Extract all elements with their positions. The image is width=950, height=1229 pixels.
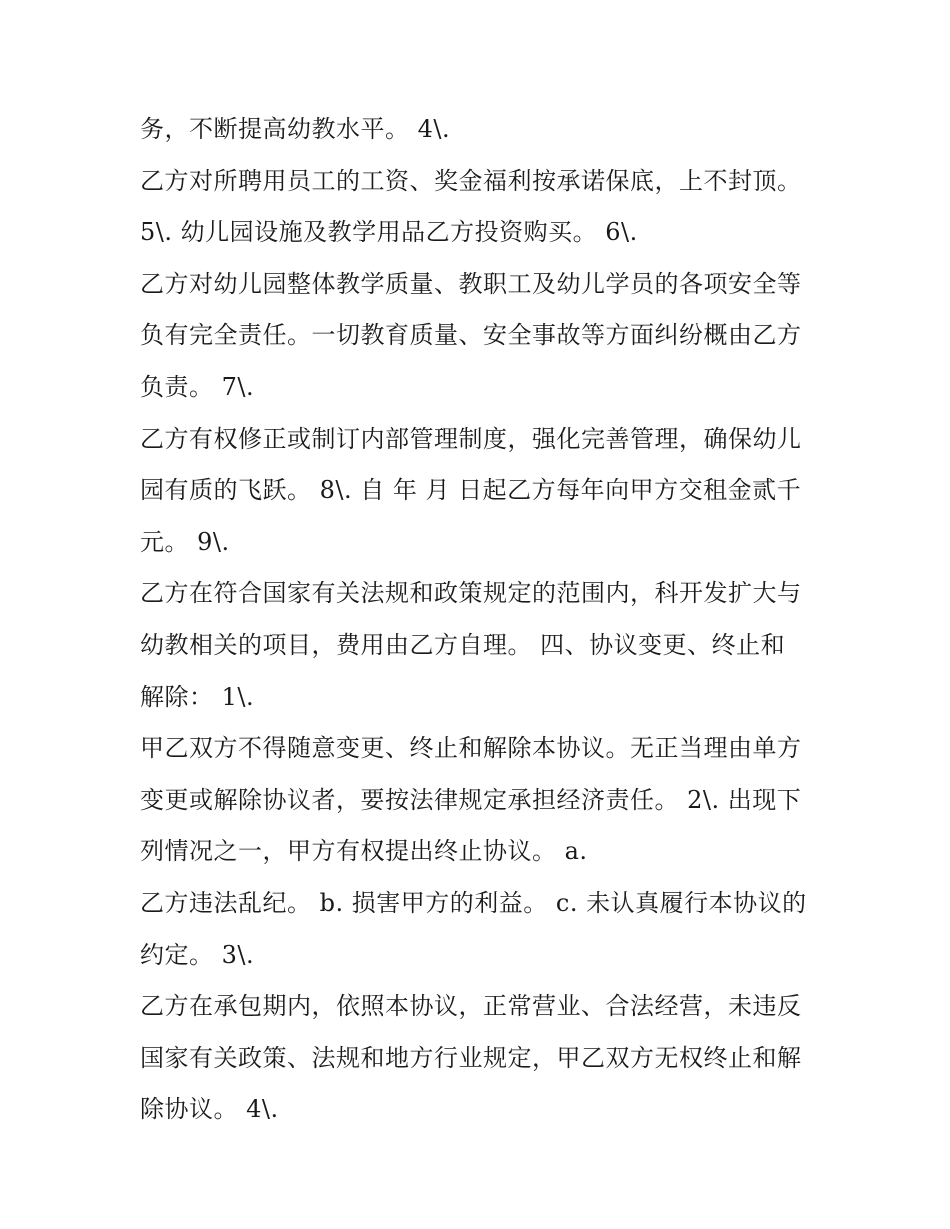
text-line: 乙方对所聘用员工的工资、奖金福利按承诺保底，上不封顶。 <box>140 166 802 195</box>
document-body <box>140 104 830 1136</box>
text-line: 列情况之一，甲方有权提出终止协议。 a. <box>140 837 588 866</box>
text-line: 除协议。 4\. <box>140 1095 279 1124</box>
text-line: 负责。 7\. <box>140 372 255 401</box>
text-line: 元。 9\. <box>140 527 230 556</box>
text-line: 5\. 幼儿园设施及教学用品乙方投资购买。 6\. <box>140 218 638 247</box>
text-line: 负有完全责任。一切教育质量、安全事故等方面纠纷概由乙方 <box>140 321 802 350</box>
text-line: 园有质的飞跃。 8\. 自 年 月 日起乙方每年向甲方交租金贰千 <box>140 476 802 505</box>
text-line: 解除： 1\. <box>140 682 255 711</box>
text-line: 变更或解除协议者，要按法律规定承担经济责任。 2\. 出现下 <box>140 785 802 814</box>
text-line: 乙方违法乱纪。 b. 损害甲方的利益。 c. 未认真履行本协议的 <box>140 888 807 917</box>
text-line: 乙方对幼儿园整体教学质量、教职工及幼儿学员的各项安全等 <box>140 269 802 298</box>
text-line: 乙方有权修正或制订内部管理制度，强化完善管理，确保幼儿 <box>140 424 802 453</box>
text-line: 甲乙双方不得随意变更、终止和解除本协议。无正当理由单方 <box>140 734 802 763</box>
text-line: 约定。 3\. <box>140 940 255 969</box>
text-line: 幼教相关的项目，费用由乙方自理。 四、协议变更、终止和 <box>140 630 786 659</box>
text-line: 务，不断提高幼教水平。 4\. <box>140 115 451 143</box>
text-line: 乙方在承包期内，依照本协议，正常营业、合法经营，未违反 <box>140 992 802 1021</box>
text-line: 乙方在符合国家有关法规和政策规定的范围内，科开发扩大与 <box>140 579 802 608</box>
text-line: 国家有关政策、法规和地方行业规定，甲乙双方无权终止和解 <box>140 1043 802 1072</box>
